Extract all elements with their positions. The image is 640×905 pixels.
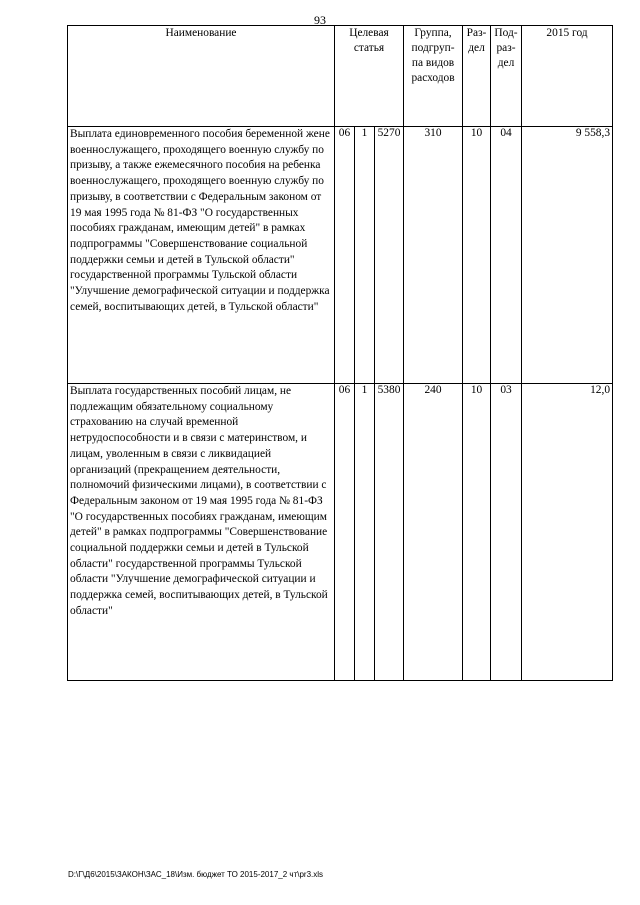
- row-target-article-part-1: 06: [335, 384, 355, 681]
- row-target-article-part-1: 06: [335, 127, 355, 384]
- header-subsection-label: Под-раз-дел: [494, 27, 518, 69]
- row-amount: 12,0: [522, 384, 613, 681]
- page-number: 93: [314, 13, 326, 27]
- budget-table: [67, 25, 613, 681]
- header-target-article: [335, 26, 404, 127]
- row-section: 10: [463, 384, 491, 681]
- row-subsection: 04: [491, 127, 522, 384]
- header-subsection: [491, 26, 522, 127]
- footer-file-path: D:\Г\Д6\2015\ЗАКОН\ЗАС_18\Изм. бюджет ТО 2015-2017_2 чт\pr3.xls: [68, 870, 324, 879]
- table-header-row: [68, 26, 613, 127]
- header-name: Наименование: [68, 26, 335, 127]
- row-expense-group: 240: [404, 384, 463, 681]
- row-expense-group: 310: [404, 127, 463, 384]
- table-row: [68, 127, 613, 384]
- row-name: Выплата государственных пособий лицам, не подлежащим обязательному социальному страхованию на случай временной нетрудоспособности и в связи с материнством, и лицам, уволенным в связи с ликвидацией организаций (прекращением деятельности, полномочий физическими лицами), в соответствии с Федеральным законом от 19 мая 1995 года № 81-ФЗ "О государственных пособиях гражданам, имеющим детей" в рамках подпрограммы "Совершенствование социальной поддержки семьи и детей в Тульской области" государственной программы Тульской области "Улучшение демографической ситуации и поддержка семей, воспитывающих детей, в Тульской области": [68, 384, 335, 681]
- row-target-article-part-3: 5380: [375, 384, 404, 681]
- row-name: Выплата единовременного пособия беременной жене военнослужащего, проходящего военную службу по призыву, а также ежемесячного пособия на ребенка военнослужащего, проходящего военную службу по призыву, в соответствии с Федеральным законом от 19 мая 1995 года № 81-ФЗ "О государственных пособиях гражданам, имеющим детей" в рамках подпрограммы "Совершенствование социальной поддержки семьи и детей в Тульской области" государственной программы Тульской области "Улучшение демографической ситуации и поддержка семей, воспитывающих детей, в Тульской области": [68, 127, 335, 384]
- row-target-article-part-2: 1: [355, 384, 375, 681]
- table-row: [68, 384, 613, 681]
- header-expense-group: [404, 26, 463, 127]
- row-target-article-part-3: 5270: [375, 127, 404, 384]
- header-target-article-label: Целевая статья: [349, 27, 389, 54]
- header-expense-group-label: Группа, подгруп-па видов расходов: [411, 27, 455, 84]
- header-section: [463, 26, 491, 127]
- row-section: 10: [463, 127, 491, 384]
- row-amount: 9 558,3: [522, 127, 613, 384]
- header-section-label: Раз-дел: [466, 27, 487, 54]
- row-target-article-part-2: 1: [355, 127, 375, 384]
- row-subsection: 03: [491, 384, 522, 681]
- header-year: 2015 год: [522, 26, 613, 127]
